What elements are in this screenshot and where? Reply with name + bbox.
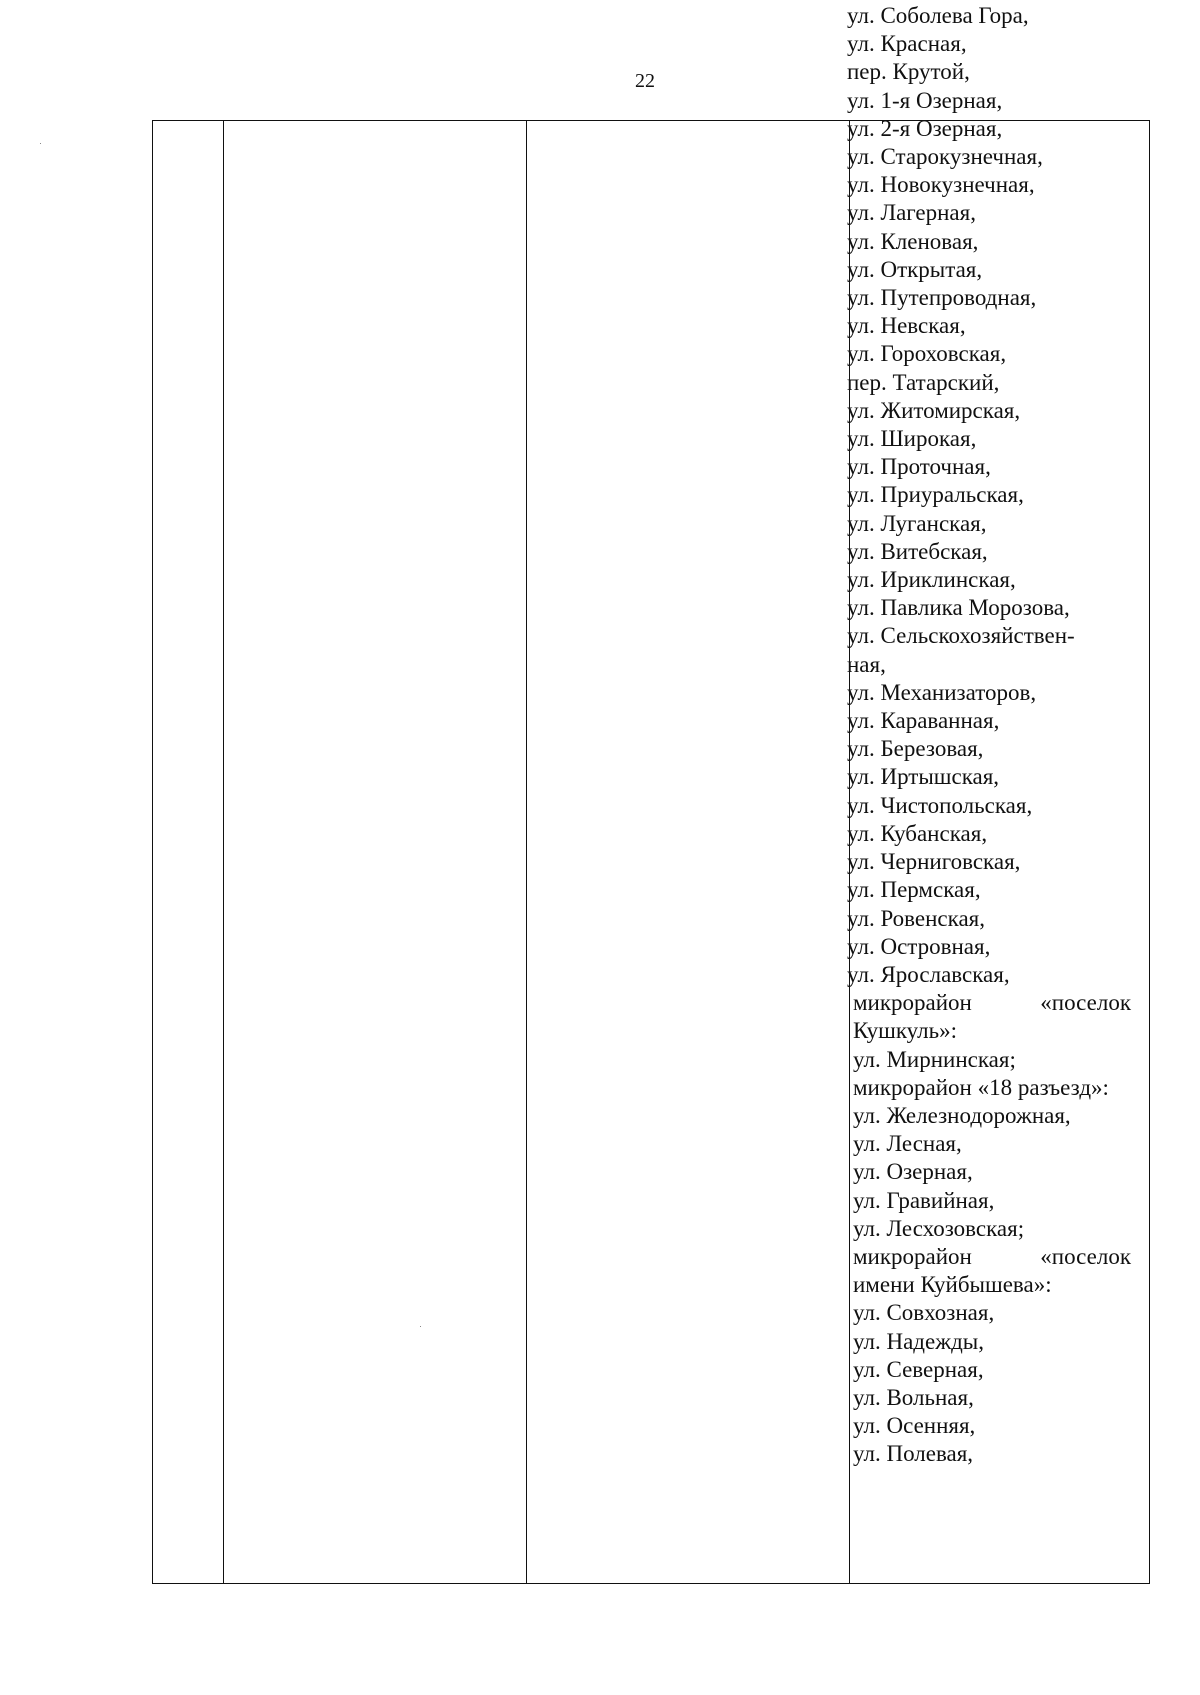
street-list-item: ул. Открытая, (847, 256, 983, 282)
street-list-item: ул. Черниговская, (847, 849, 1021, 875)
table-cell-address (528, 121, 848, 1583)
street-list-item: ул. Гравийная, (853, 1187, 995, 1213)
street-list-item (847, 989, 1137, 1017)
street-list-item: ул. Вольная, (853, 1384, 974, 1410)
street-list-item: ул. Старокузнечная, (847, 144, 1043, 170)
street-list-item: ул. Путепроводная, (847, 285, 1037, 311)
street-list-item: ул. Ярославская, (847, 961, 1010, 987)
scan-speck (40, 143, 41, 144)
street-list-item: ул. Кубанская, (847, 820, 988, 846)
street-list-item: ул. Механизаторов, (847, 679, 1037, 705)
street-list-item: ул. Широкая, (847, 426, 977, 452)
street-list-item: ул. Озерная, (853, 1159, 973, 1185)
street-list-item: ул. Соболева Гора, (847, 3, 1029, 28)
street-list-item: ул. Приуральская, (847, 482, 1024, 508)
street-list-item: ная, (847, 651, 886, 677)
street-list-item: ул. Кленовая, (847, 228, 979, 254)
street-list-item: ул. Караванная, (847, 708, 1000, 734)
street-list-item: ул. Железнодорожная, (853, 1102, 1071, 1128)
street-list-item: ул. Мирнинская; (853, 1046, 1016, 1072)
street-list-item: ул. Новокузнечная, (847, 172, 1035, 198)
street-list-item: ул. Ровенская, (847, 905, 985, 931)
street-list-item: ул. Полевая, (853, 1441, 974, 1467)
street-list-item: Кушкуль»: (853, 1018, 958, 1044)
street-list-item: микрорайон «18 разъезд»: (853, 1074, 1109, 1100)
street-list-item: ул. 2-я Озерная, (847, 115, 1003, 141)
street-list-item: ул. Красная, (847, 31, 967, 57)
street-list-item: ул. Иртышская, (847, 764, 1000, 790)
column-divider-1 (223, 121, 224, 1583)
street-list-item (847, 1243, 1137, 1271)
street-list-item-part: микрорайон (853, 1243, 972, 1269)
street-list-item: ул. Лагерная, (847, 200, 976, 226)
street-list-item: ул. Надежды, (853, 1328, 984, 1354)
street-list-item: ул. Сельскохозяйствен- (847, 623, 1075, 649)
street-list-item: ул. Лесная, (853, 1131, 962, 1157)
street-list-item: ул. Северная, (853, 1356, 984, 1382)
street-list-item: ул. Гороховская, (847, 341, 1007, 367)
street-list (847, 2, 1137, 1469)
street-list-item: ул. Ириклинская, (847, 567, 1016, 593)
street-list-item: пер. Татарский, (847, 369, 1000, 395)
street-list-item-part: микрорайон (853, 990, 972, 1016)
street-list-item: ул. Невская, (847, 313, 966, 339)
street-list-item-part: «поселок (1040, 1243, 1131, 1269)
street-list-item: ул. Осенняя, (853, 1413, 976, 1439)
street-list-item: ул. Луганская, (847, 510, 987, 536)
street-list-item: ул. Проточная, (847, 454, 991, 480)
column-divider-2 (526, 121, 527, 1583)
street-list-item: имени Куйбышева»: (853, 1272, 1052, 1298)
street-list-item: ул. Павлика Морозова, (847, 595, 1070, 621)
table-cell-name (225, 121, 525, 1583)
street-list-item-part: «поселок (1040, 990, 1131, 1016)
street-list-item: ул. Березовая, (847, 736, 984, 762)
street-list-item: ул. Островная, (847, 933, 991, 959)
street-list-item: пер. Крутой, (847, 59, 970, 85)
street-list-item: ул. Совхозная, (853, 1300, 995, 1326)
page-number: 22 (635, 70, 655, 92)
street-list-item: ул. Лесхозовская; (853, 1215, 1025, 1241)
street-list-item: ул. Пермская, (847, 877, 981, 903)
scan-speck (420, 1326, 421, 1327)
street-list-item: ул. Витебская, (847, 538, 988, 564)
table-cell-number (153, 121, 223, 1583)
street-list-item: ул. Чистопольская, (847, 792, 1033, 818)
street-list-item: ул. 1-я Озерная, (847, 87, 1003, 113)
street-list-item: ул. Житомирская, (847, 397, 1021, 423)
